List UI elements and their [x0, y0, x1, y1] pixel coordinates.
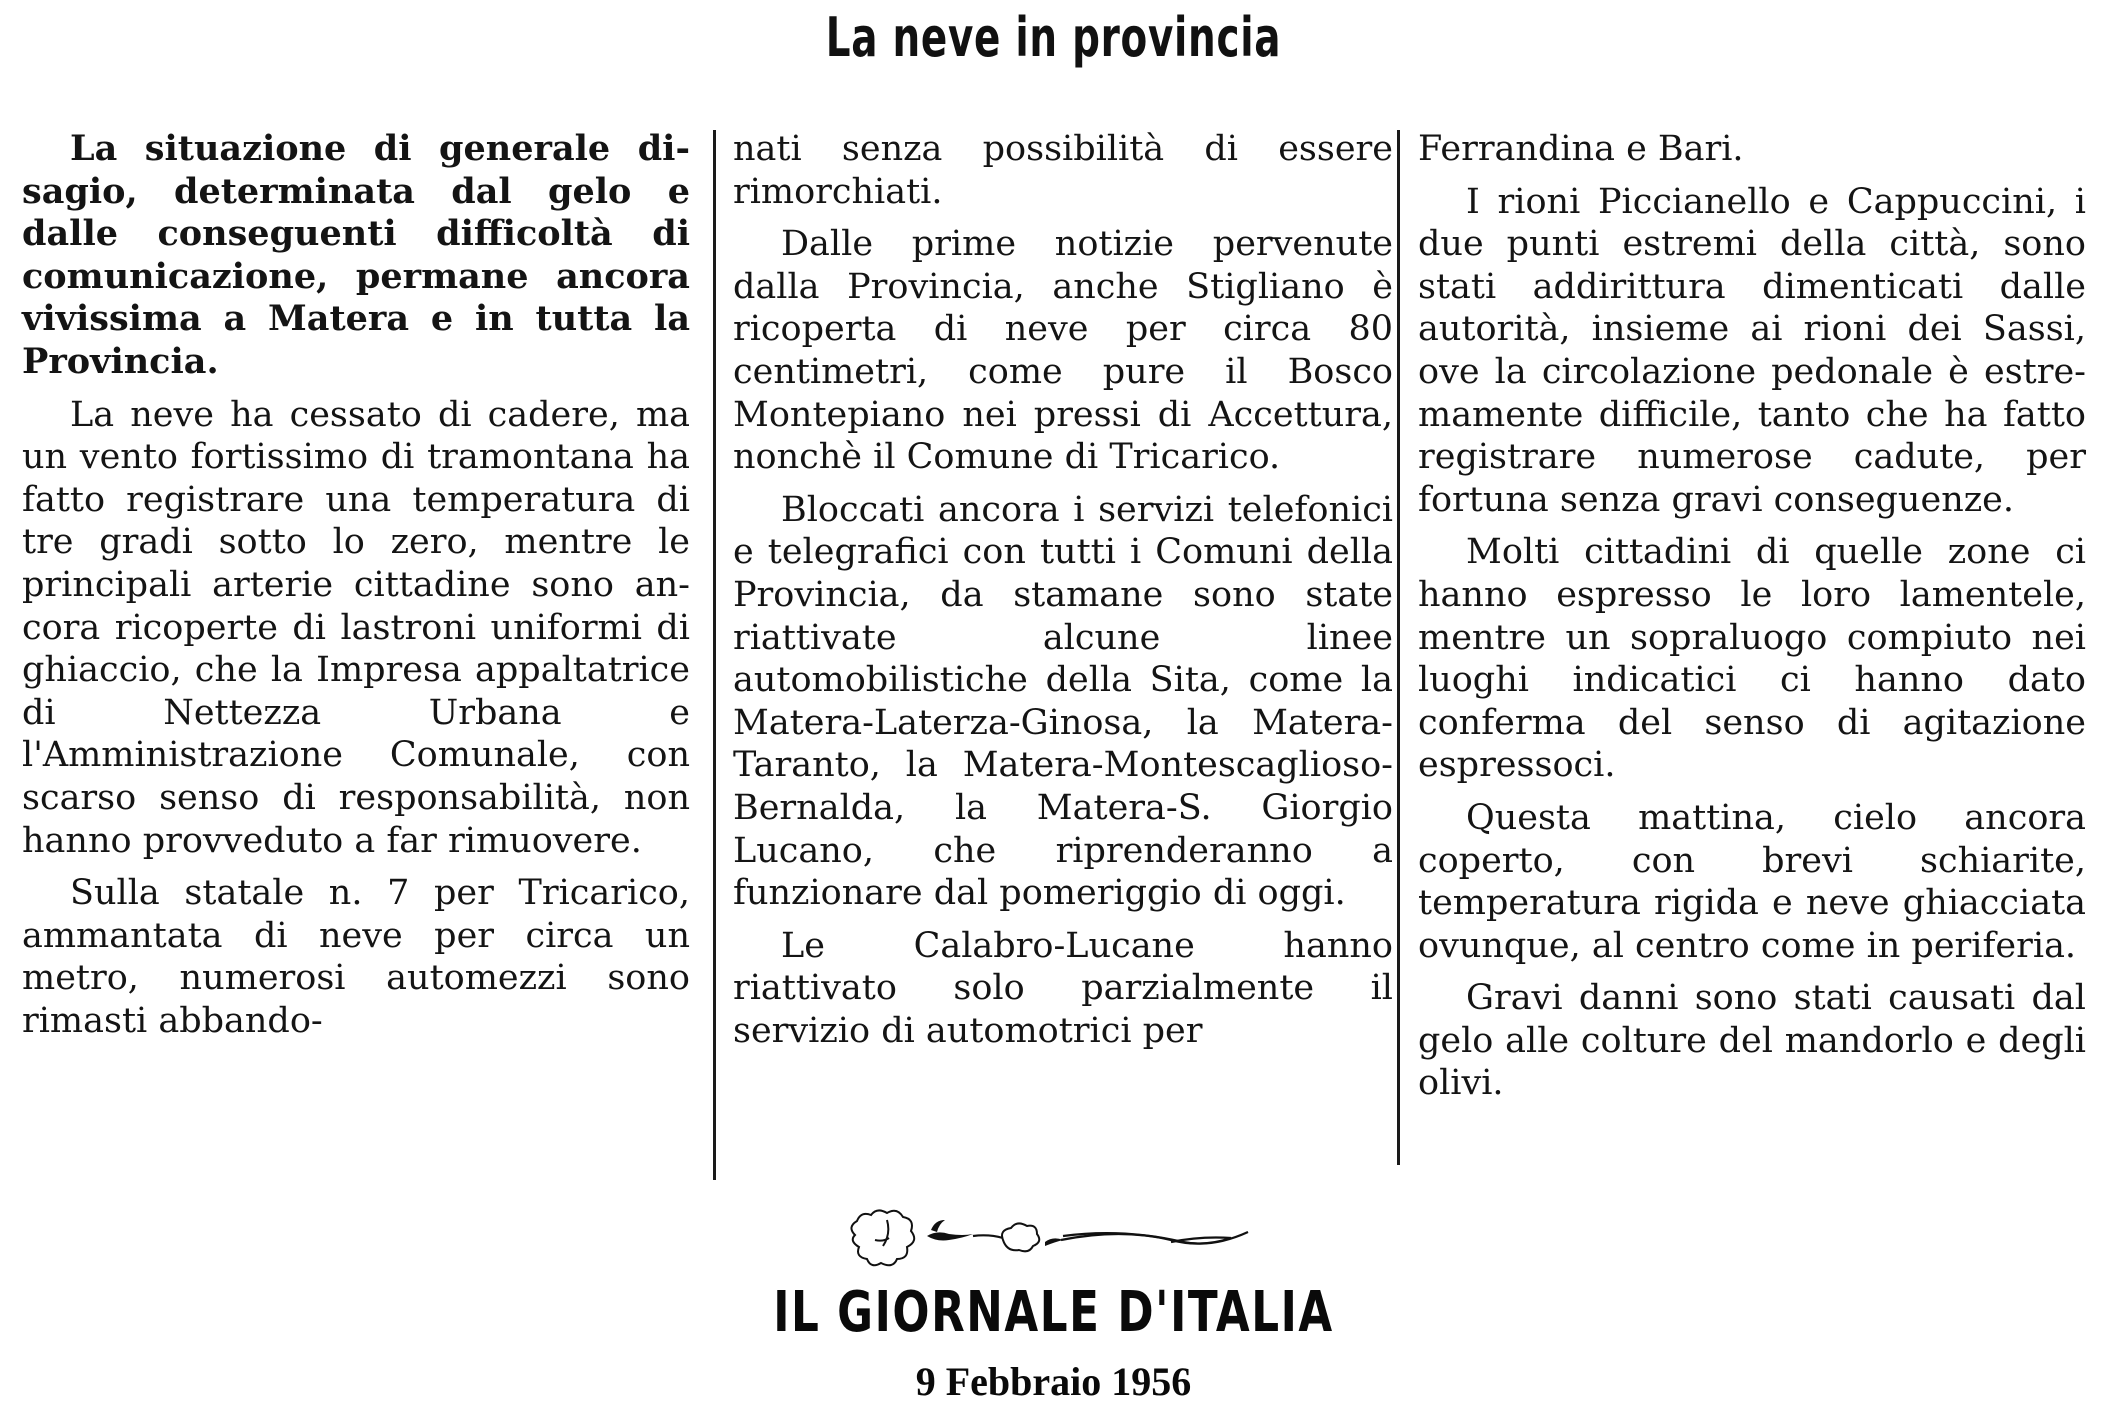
carnation-ornament-icon	[835, 1200, 1260, 1280]
paragraph: La situazione di generale disagio, determinata dal gelo e dalle conseguenti difficoltà di comunicazione, permane ancora vivissima a Matera e in tutta la Provincia.	[22, 128, 690, 382]
paragraph: Bloccati ancora i servizi telefonici e telegrafici con tutti i Comuni della Provincia, da stamane sono state riattivate alcune linee automobilistiche della Sita, come la Matera-Laterza-Ginosa, la Matera-Taranto, la Matera-Montescaglioso-Bernalda, la Matera-S. Giorgio Lucano, che riprenderanno a funzionare dal pomeriggio di oggi.	[733, 489, 1393, 914]
paragraph: Questa mattina, cielo ancora coperto, con brevi schiarite, temperatura rigida e neve ghiacciata ovunque, al centro come in periferia.	[1418, 797, 2086, 966]
column-divider	[713, 130, 716, 1180]
newspaper-masthead: IL GIORNALE D'ITALIA	[773, 1280, 1334, 1345]
article-column-1	[22, 128, 690, 1042]
paragraph: I rioni Piccianello e Cappuccini, i due punti estremi della città, sono stati addirittura dimenticati dalle autorità, insieme ai rioni dei Sassi, ove la circolazione pedonale è estremamente difficile, tanto che ha fatto registrare numerose cadute, per fortuna senza gravi conseguenze.	[1418, 181, 2086, 520]
paragraph-continued: nati senza possibilità di essere rimorchiati.	[733, 129, 1393, 212]
paragraph-continued: Ferrandina e Bari.	[1418, 129, 1744, 169]
article-column-2	[733, 128, 1393, 1052]
paragraph: Dalle prime notizie pervenute dalla Provincia, anche Stigliano è ricoperta di neve per circa 80 centimetri, come pure il Bosco Montepiano nei pressi di Accettura, nonchè il Comune di Tricarico.	[733, 224, 1393, 478]
column-divider	[1397, 130, 1400, 1165]
paragraph: Le Calabro-Lucane hanno riattivato solo parzialmente il servizio di automotrici per	[733, 925, 1393, 1051]
paragraph: Molti cittadini di quelle zone ci hanno espresso le loro lamentele, mentre un sopraluogo compiuto nei luoghi indicatici ci hanno dato conferma del senso di agitazione espressoci.	[1418, 532, 2086, 786]
publication-date: 9 Febbraio 1956	[915, 1359, 1192, 1404]
paragraph: La neve ha cessato di cadere, ma un vento fortissimo di tramontana ha fatto registrare una temperatura di tre gradi sotto lo zero, mentre le principali arterie cittadine sono ancora ricoperte di lastroni uniformi di ghiaccio, che la Impresa appaltatrice di Nettezza Urbana e l'Amministrazione Comunale, con scarso senso di responsabilità, non hanno provveduto a far rimuovere.	[22, 394, 690, 861]
paragraph: Gravi danni sono stati causati dal gelo alle colture del mandorlo e degli olivi.	[1418, 978, 2086, 1104]
article-headline: La neve in provincia	[825, 6, 1282, 69]
paragraph: Sulla statale n. 7 per Tricarico, ammantata di neve per circa un metro, numerosi automezzi sono rimasti abbando-	[22, 873, 690, 1041]
article-column-3	[1418, 128, 2086, 1105]
